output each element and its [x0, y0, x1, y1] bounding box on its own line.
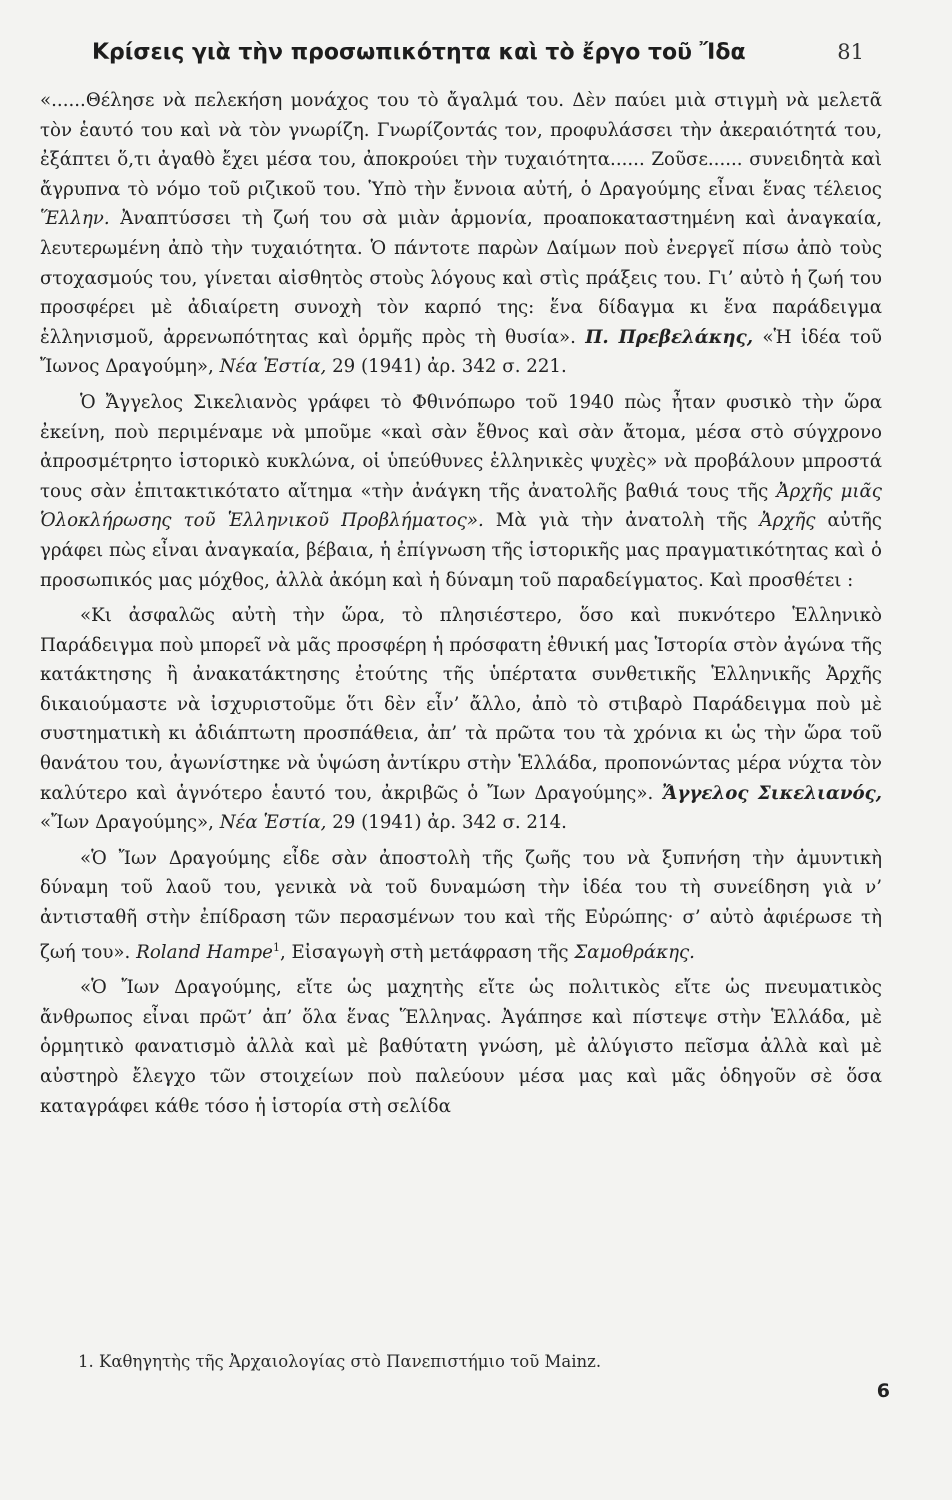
footnote-marker: 1	[272, 940, 280, 954]
paragraph-hampe-quote	[40, 844, 882, 967]
page-body	[40, 86, 882, 1127]
paragraph-text-end: αὐτῆς γράφει πὼς εἶναι ἀναγκαία, βέβαια, ἡ ἐπίγνωση τῆς ἱστορικῆς μας πραγματικότητας καὶ ὁ προσωπικός μας μόχθος, ἀλλὰ ἀκόμη καὶ ἡ δύναμη τοῦ παραδείγματος. Καὶ προσθέτει :	[40, 510, 882, 591]
signature-mark: 6	[876, 1380, 890, 1402]
citation-author: Π. Πρεβελάκης,	[585, 326, 754, 348]
quote-text-cont: Ἀναπτύσσει τὴ ζωή του σὰ μιὰν ἁρμονία, προαποκαταστημένη καὶ ἀναγκαία, λευτερωμένη ἀπὸ τὴν τυχαιότητα. Ὁ πάντοτε παρὼν Δαίμων ποὺ ἐνεργεῖ πίσω ἀπὸ τοὺς στοχασμούς του, γίνεται αἰσθητὸς στοὺς λόγους καὶ στὶς πράξεις του. Γι’ αὐτὸ ἡ ζωή του προσφέρει μὲ ἀδιαίρετη συνοχὴ τὸν καρπό της: ἕνα δίδαγμα κι ἕνα παράδειγμα ἑλληνισμοῦ, ἀρρενωπότητας καὶ ὁρμῆς πρὸς τὴ θυσία».	[40, 208, 882, 348]
quote-text: «Κι ἀσφαλῶς αὐτὴ τὴν ὥρα, τὸ πλησιέστερο, ὅσο καὶ πυκνότερο Ἑλληνικὸ Παράδειγμα ποὺ μπορεῖ νὰ μᾶς προσφέρη ἡ πρόσφατη ἐθνική μας Ἱστορία στὸν ἀγώνα τῆς κατάκτησης ἢ ἀνακατάκτησης ἐτούτης τῆς ὑπέρτατα συνθετικῆς Ἑλληνικῆς Ἀρχῆς δικαιούμαστε νὰ ἰσχυριστοῦμε ὅτι δὲν εἶν’ ἄλλο, ἀπὸ τὸ στιβαρὸ Παράδειγμα ποὺ μὲ συστηματικὴ κι ἀδιάπτωτη προσπάθεια, ἀπ’ τὰ πρῶτα του τὰ χρόνια κι ὡς τὴν ὥρα τοῦ θανάτου του, ἀγωνίστηκε νὰ ὑψώση ἀντίκρυ στὴν Ἑλλάδα, προπονώντας μέρα νύχτα τὸν καλύτερο καὶ ἁγνότερο ἑαυτό του, ἀκριβῶς ὁ Ἴων Δραγούμης».	[40, 605, 882, 804]
citation-journal: Νέα Ἑστία,	[219, 812, 327, 834]
citation-ref: 29 (1941) ἀρ. 342 σ. 221.	[326, 356, 567, 378]
paragraph-final-quote	[40, 973, 882, 1121]
quote-text: «......Θέλησε νὰ πελεκήση μονάχος του τὸ ἄγαλμά του. Δὲν παύει μιὰ στιγμὴ νὰ μελετᾶ τὸν ἑαυτό του καὶ νὰ τὸν γνωρίζη. Γνωρίζοντάς τον, προφυλάσσει τὴν ἀκεραιότητά του, ἐξάπτει ὅ,τι ἀγαθὸ ἔχει μέσα του, ἀποκρούει τὴν τυχαιότητα...... Ζοῦσε...... συνειδητὰ καὶ ἄγρυπνα τὸ νόμο τοῦ ριζικοῦ του. Ὑπὸ τὴν ἔννοια αὐτή, ὁ Δραγούμης εἶναι ἕνας τέλειος	[40, 90, 882, 200]
citation-ref: 29 (1941) ἀρ. 342 σ. 214.	[326, 812, 567, 834]
page-number: 81	[837, 40, 864, 64]
quote-text: «Ὁ Ἴων Δραγούμης, εἴτε ὡς μαχητὴς εἴτε ὡς πολιτικὸς εἴτε ὡς πνευματικὸς ἄνθρωπος εἶναι πρῶτ’ ἀπ’ ὅλα ἕνας Ἕλληνας. Ἀγάπησε καὶ πίστεψε στὴν Ἑλλάδα, μὲ ὁρμητικὸ φανατισμὸ ἀλλὰ καὶ μὲ βαθύτατη γνώση, μὲ ἀλύγιστο πεῖσμα ἀλλὰ καὶ μὲ αὐστηρὸ ἔλεγχο τῶν στοιχείων ποὺ παλεύουν μέσα μας καὶ μᾶς ὁδηγοῦν σὲ ὅσα καταγράφει κάθε τόσο ἡ ἱστορία στὴ σελίδα	[40, 977, 882, 1117]
citation-journal: Νέα Ἑστία,	[219, 356, 327, 378]
footnote: 1. Καθηγητὴς τῆς Ἀρχαιολογίας στὸ Πανεπιστήμιο τοῦ Mainz.	[78, 1352, 602, 1371]
citation-title: «Ἡ ἰδέα τοῦ Ἴωνος Δραγούμη»,	[40, 326, 882, 378]
emphasis-arch: Ἀρχῆς μιᾶς Ὁλοκλήρωσης τοῦ Ἑλληνικοῦ Προβλήματος».	[40, 480, 882, 532]
quote-text: «Ὁ Ἴων Δραγούμης εἶδε σὰν ἀποστολὴ τῆς ζωῆς του νὰ ξυπνήση τὴν ἀμυντικὴ δύναμη τοῦ λαοῦ του, γενικὰ νὰ τοῦ δυναμώση τὴν ἰδέα του τὴ συνείδηση γιὰ ν’ ἀντισταθῆ στὴν ἐπίδραση τῶν περασμένων του καὶ τῆς Εὐρώπης· σ’ αὐτὸ ἀφιέρωσε τὴ ζωή του».	[40, 847, 882, 963]
citation-author: Roland Hampe	[136, 941, 273, 963]
paragraph-text-cont: Μὰ γιὰ τὴν ἀνατολὴ τῆς	[483, 510, 760, 532]
running-header: Κρίσεις γιὰ τὴν προσωπικότητα καὶ τὸ ἔργο τοῦ Ἴδα	[92, 40, 746, 65]
citation-title: «Ἴων Δραγούμης»,	[40, 812, 220, 834]
citation-work: Σαμοθράκης.	[574, 941, 695, 963]
paragraph-sikelianos-quote	[40, 601, 882, 838]
citation-text: , Εἰσαγωγὴ στὴ μετάφραση τῆς	[279, 941, 575, 963]
emphasis-ellhn: Ἕλλην.	[40, 208, 110, 230]
paragraph-sikelianos-intro	[40, 388, 882, 595]
citation-author: Ἄγγελος Σικελιανός,	[662, 782, 882, 804]
emphasis-arch-2: Ἀρχῆς	[759, 510, 816, 532]
paragraph-text: Ὁ Ἄγγελος Σικελιανὸς γράφει τὸ Φθινόπωρο τοῦ 1940 πὼς ἦταν φυσικὸ τὴν ὥρα ἐκείνη, ποὺ περιμέναμε νὰ μποῦμε «καὶ σὰν ἔθνος καὶ σὰν ἄτομα, μέσα στὸ σύγχρονο ἀπροσμέτρητο ἱστορικὸ κυκλώνα, οἱ ὑπεύθυνες ἑλληνικὲς ψυχὲς» νὰ προβάλουν μπροστά τους σὰν ἐπιτακτικότατο αἴτημα «τὴν ἀνάγκη τῆς ἀνατολῆς βαθιά τους τῆς	[40, 391, 882, 502]
paragraph-prevelakis-quote	[40, 86, 882, 382]
